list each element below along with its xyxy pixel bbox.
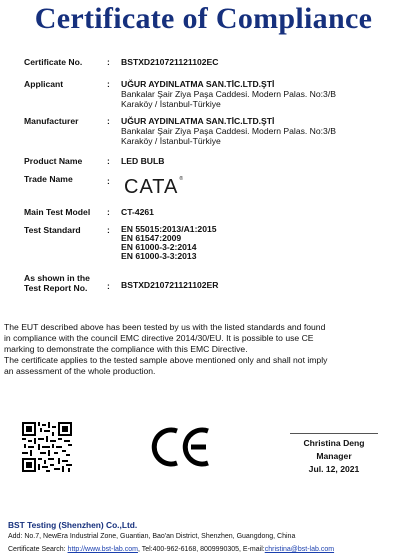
trade-name-label: Trade Name: [24, 174, 73, 184]
colon: :: [107, 156, 110, 166]
issuer-address: Add: No.7, NewEra Industrial Zone, Guantian, Bao'an District, Shenzhen, Guangdong, China: [8, 533, 296, 540]
applicant-value: [121, 79, 336, 109]
qr-code-icon: [22, 422, 72, 472]
main-test-model-value: CT-4261: [121, 207, 154, 217]
certificate-no-label: Certificate No.: [24, 57, 83, 67]
applicant-name: UĞUR AYDINLATMA SAN.TİC.LTD.ŞTİ: [121, 79, 275, 89]
colon: :: [107, 116, 110, 126]
signature-date: Jul. 12, 2021: [308, 464, 360, 474]
trade-name-logo-text: CATA: [124, 176, 179, 198]
body-line: The EUT described above has been tested by us with the listed standards and found: [4, 322, 326, 332]
main-test-model-label: Main Test Model: [24, 207, 91, 217]
product-name-value: LED BULB: [121, 156, 165, 166]
signatory-name: Christina Deng: [303, 438, 365, 448]
trade-name-logo: CATA®: [124, 176, 185, 198]
report-no-label-line2: Test Report No.: [24, 283, 88, 293]
certificate-no-value: BSTXD210721121102EC: [121, 57, 219, 67]
issuer-contacts: [8, 546, 334, 553]
body-line: in compliance with the council EMC directive 2014/30/EU. It is possible to use CE: [4, 333, 314, 343]
colon: :: [107, 225, 110, 235]
standard-line: EN 61547:2009: [121, 233, 182, 243]
compliance-statement: [4, 322, 402, 377]
contact-details: , Tel:400-962-6168, 8009990305, E-mail:: [137, 546, 265, 553]
colon: :: [107, 57, 110, 67]
test-standard-list: [121, 225, 217, 261]
colon: :: [107, 176, 110, 186]
colon: :: [107, 281, 110, 291]
colon: :: [107, 207, 110, 217]
body-line: an assessment of the whole production.: [4, 366, 156, 376]
ce-mark-icon: [150, 424, 212, 470]
standard-line: EN 61000-3-2:2014: [121, 242, 197, 252]
standard-line: EN 55015:2013/A1:2015: [121, 224, 217, 234]
applicant-address-line2: Karaköy / İstanbul-Türkiye: [121, 99, 221, 109]
manufacturer-name: UĞUR AYDINLATMA SAN.TİC.LTD.ŞTİ: [121, 116, 275, 126]
body-line: marking to demonstrate the compliance with this EMC Directive.: [4, 344, 248, 354]
applicant-label: Applicant: [24, 79, 64, 89]
applicant-address-line1: Bankalar Şair Ziya Paşa Caddesi. Modern Palas. No:3/B: [121, 89, 336, 99]
manufacturer-label: Manufacturer: [24, 116, 79, 126]
certificate-search-label: Certificate Search:: [8, 546, 66, 553]
report-no-value: BSTXD210721121102ER: [121, 280, 219, 290]
standard-line: EN 61000-3-3:2013: [121, 251, 197, 261]
manufacturer-address-line1: Bankalar Şair Ziya Paşa Caddesi. Modern Palas. No:3/B: [121, 126, 336, 136]
report-no-label: [24, 273, 90, 293]
signatory-role: Manager: [316, 451, 352, 461]
manufacturer-value: [121, 116, 336, 146]
signature-line: [290, 433, 378, 434]
colon: :: [107, 79, 110, 89]
issuer-company: BST Testing (Shenzhen) Co.,Ltd.: [8, 520, 138, 530]
manufacturer-address-line2: Karaköy / İstanbul-Türkiye: [121, 136, 221, 146]
product-name-label: Product Name: [24, 156, 83, 166]
website-link[interactable]: http://www.bst-lab.com: [67, 546, 138, 553]
email-link[interactable]: christina@bst-lab.com: [264, 546, 335, 553]
test-standard-label: Test Standard: [24, 225, 81, 235]
body-line: The certificate applies to the tested sample above mentioned only and shall not imply: [4, 355, 328, 365]
certificate-title: Certificate of Compliance: [34, 2, 373, 35]
report-no-label-line1: As shown in the: [24, 273, 90, 283]
